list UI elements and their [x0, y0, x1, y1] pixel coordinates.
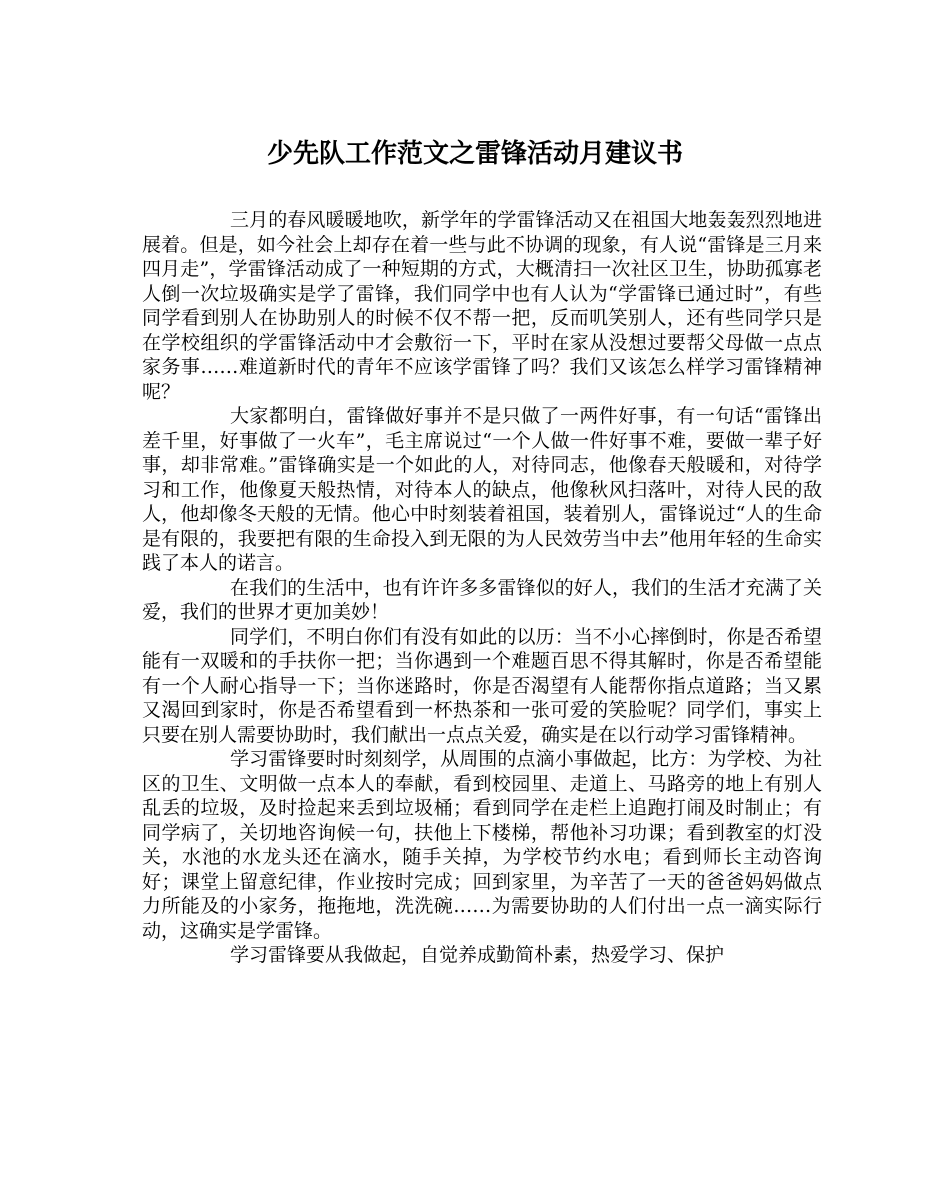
paragraph-2: 大家都明白，雷锋做好事并不是只做了一两件好事，有一句话“雷锋出差千里，好事做了一火车”，毛主席说过“一个人做一件好事不难，要做一辈子好事，却非常难。”雷锋确实是一个如此的人，对待同志，他像春天般暖和，对待学习和工作，他像夏天般热情，对待本人的缺点，他像秋风扫落叶，对待人民的敌人，他却像冬天般的无情。他心中时刻装着祖国，装着别人，雷锋说过“人的生命是有限的，我要把有限的生命投入到无限的为人民效劳当中去”他用年轻的生命实践了本人的诺言。 [142, 405, 822, 574]
paragraph-6: 学习雷锋要从我做起，自觉养成勤简朴素，热爱学习、保护 [230, 944, 725, 966]
paragraph-3: 在我们的生活中，也有许许多多雷锋似的好人，我们的生活才充满了关爱，我们的世界才更加美妙！ [142, 576, 822, 623]
document-title: 少先队工作范文之雷锋活动月建议书 [266, 139, 683, 169]
paragraph-5: 学习雷锋要时时刻刻学，从周围的点滴小事做起，比方：为学校、为社区的卫生、文明做一点本人的奉献，看到校园里、走道上、马路旁的地上有别人乱丢的垃圾，及时捡起来丢到垃圾桶；看到同学在走栏上追跑打闹及时制止；有同学病了，关切地咨询候一句，扶他上下楼梯，帮他补习功课；看到教室的灯没关，水池的水龙头还在滴水，随手关掉，为学校节约水电；看到师长主动咨询好；课堂上留意纪律，作业按时完成；回到家里，为辛苦了一天的爸爸妈妈做点力所能及的小家务，拖拖地，洗洗碗……为需要协助的人们付出一点一滴实际行动，这确实是学雷锋。 [142, 748, 822, 942]
paragraph-4: 同学们，不明白你们有没有如此的以历：当不小心摔倒时，你是否希望能有一双暖和的手扶你一把；当你遇到一个难题百思不得其解时，你是否希望能有一个人耐心指导一下；当你迷路时，你是否渴望有人能帮你指点道路；当又累又渴回到家时，你是否希望看到一杯热茶和一张可爱的笑脸呢？同学们，事实上只要在别人需要协助时，我们献出一点点关爱，确实是在以行动学习雷锋精神。 [142, 625, 822, 746]
document-body [142, 208, 822, 968]
paragraph-1: 三月的春风暖暖地吹，新学年的学雷锋活动又在祖国大地轰轰烈烈地进展着。但是，如今社会上却存在着一些与此不协调的现象，有人说“雷锋是三月来四月走”，学雷锋活动成了一种短期的方式，大概清扫一次社区卫生，协助孤寡老人倒一次垃圾确实是学了雷锋，我们同学中也有人认为“学雷锋已通过时”，有些同学看到别人在协助别人的时候不仅不帮一把，反而叽笑别人，还有些同学只是在学校组织的学雷锋活动中才会敷衍一下，平时在家从没想过要帮父母做一点点家务事……难道新时代的青年不应该学雷锋了吗？我们又该怎么样学习雷锋精神呢？ [142, 209, 822, 403]
